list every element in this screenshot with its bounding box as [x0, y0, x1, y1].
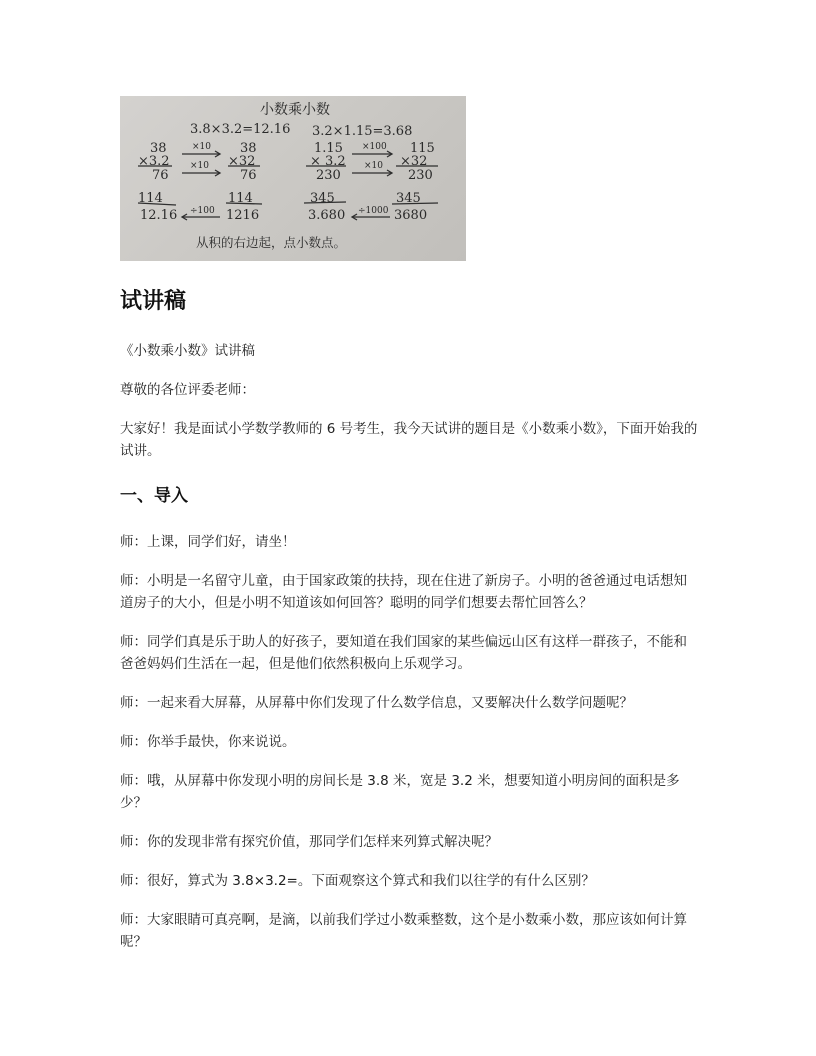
right-a4: 345: [310, 191, 335, 206]
left-b3: 76: [240, 168, 257, 183]
left-arrow3-label: ÷100: [190, 206, 215, 216]
left-a5: 12.16: [140, 208, 178, 223]
dialogue-paragraph: 师：你举手最快，你来说说。: [120, 734, 296, 750]
right-arrow3-label: ÷1000: [358, 206, 389, 216]
right-a5: 3.680: [308, 208, 346, 223]
dialogue-paragraph: 师：同学们真是乐于助人的好孩子，要知道在我们国家的某些偏远山区有这样一群孩子，不能和爸爸妈妈们生活在一起，但是他们依然积极向上乐观学习。: [120, 634, 687, 672]
left-equation: 3.8×3.2=12.16: [190, 122, 291, 137]
left-b2: ×32: [228, 154, 256, 169]
greeting: 尊敬的各位评委老师：: [120, 382, 255, 398]
dialogue-paragraph: 师：哦，从屏幕中你发现小明的房间长是 3.8 米，宽是 3.2 米，想要知道小明房间的面积是多少？: [120, 773, 680, 811]
left-b1: 38: [240, 141, 257, 156]
dialogue-paragraph: 师：上课，同学们好，请坐！: [120, 534, 296, 550]
left-b4: 114: [228, 191, 253, 206]
right-a2: × 3.2: [310, 154, 346, 169]
dialogue-paragraph: 师：大家眼睛可真亮啊，是滴，以前我们学过小数乘整数，这个是小数乘小数，那应该如何计算呢？: [120, 912, 687, 950]
photo-title: 小数乘小数: [260, 102, 330, 118]
right-b5: 3680: [394, 208, 428, 223]
right-a3: 230: [316, 168, 341, 183]
photo-note: 从积的右边起，点小数点。: [196, 235, 347, 250]
right-arrow2-label: ×10: [364, 161, 383, 171]
right-equation: 3.2×1.15=3.68: [312, 124, 413, 139]
right-arrow1-label: ×100: [362, 142, 387, 152]
right-b3: 230: [408, 168, 433, 183]
right-b2: ×32: [400, 154, 428, 169]
right-a1: 1.15: [314, 141, 343, 156]
left-arrow1-label: ×10: [192, 142, 211, 152]
left-a1: 38: [150, 141, 167, 156]
left-arrow2-label: ×10: [190, 161, 209, 171]
dialogue-paragraph: 师：很好，算式为 3.8×3.2=。下面观察这个算式和我们以往学的有什么区别？: [120, 873, 595, 889]
dialogue-paragraph: 师：一起来看大屏幕，从屏幕中你们发现了什么数学信息，又要解决什么数学问题呢？: [120, 695, 633, 711]
left-a3: 76: [152, 168, 169, 183]
left-a2: ×3.2: [138, 154, 170, 169]
right-b1: 115: [410, 141, 435, 156]
document-page: [120, 96, 700, 953]
intro-paragraph: 大家好！我是面试小学数学教师的 6 号考生，我今天试讲的题目是《小数乘小数》，下面开始我的试讲。: [120, 421, 698, 459]
document-title: 试讲稿: [120, 289, 187, 314]
document-subtitle: 《小数乘小数》试讲稿: [120, 343, 255, 359]
right-b4: 345: [396, 191, 421, 206]
dialogue-paragraph: 师：你的发现非常有探究价值，那同学们怎样来列算式解决呢？: [120, 834, 498, 850]
left-a4: 114: [138, 191, 163, 206]
dialogue-paragraph: 师：小明是一名留守儿童，由于国家政策的扶持，现在住进了新房子。小明的爸爸通过电话想知道房子的大小，但是小明不知道该如何回答？聪明的同学们想要去帮忙回答么？: [120, 573, 687, 611]
left-b5: 1216: [226, 208, 260, 223]
handwritten-notes-photo: [120, 96, 466, 261]
section-heading-intro: 一、导入: [120, 486, 188, 506]
